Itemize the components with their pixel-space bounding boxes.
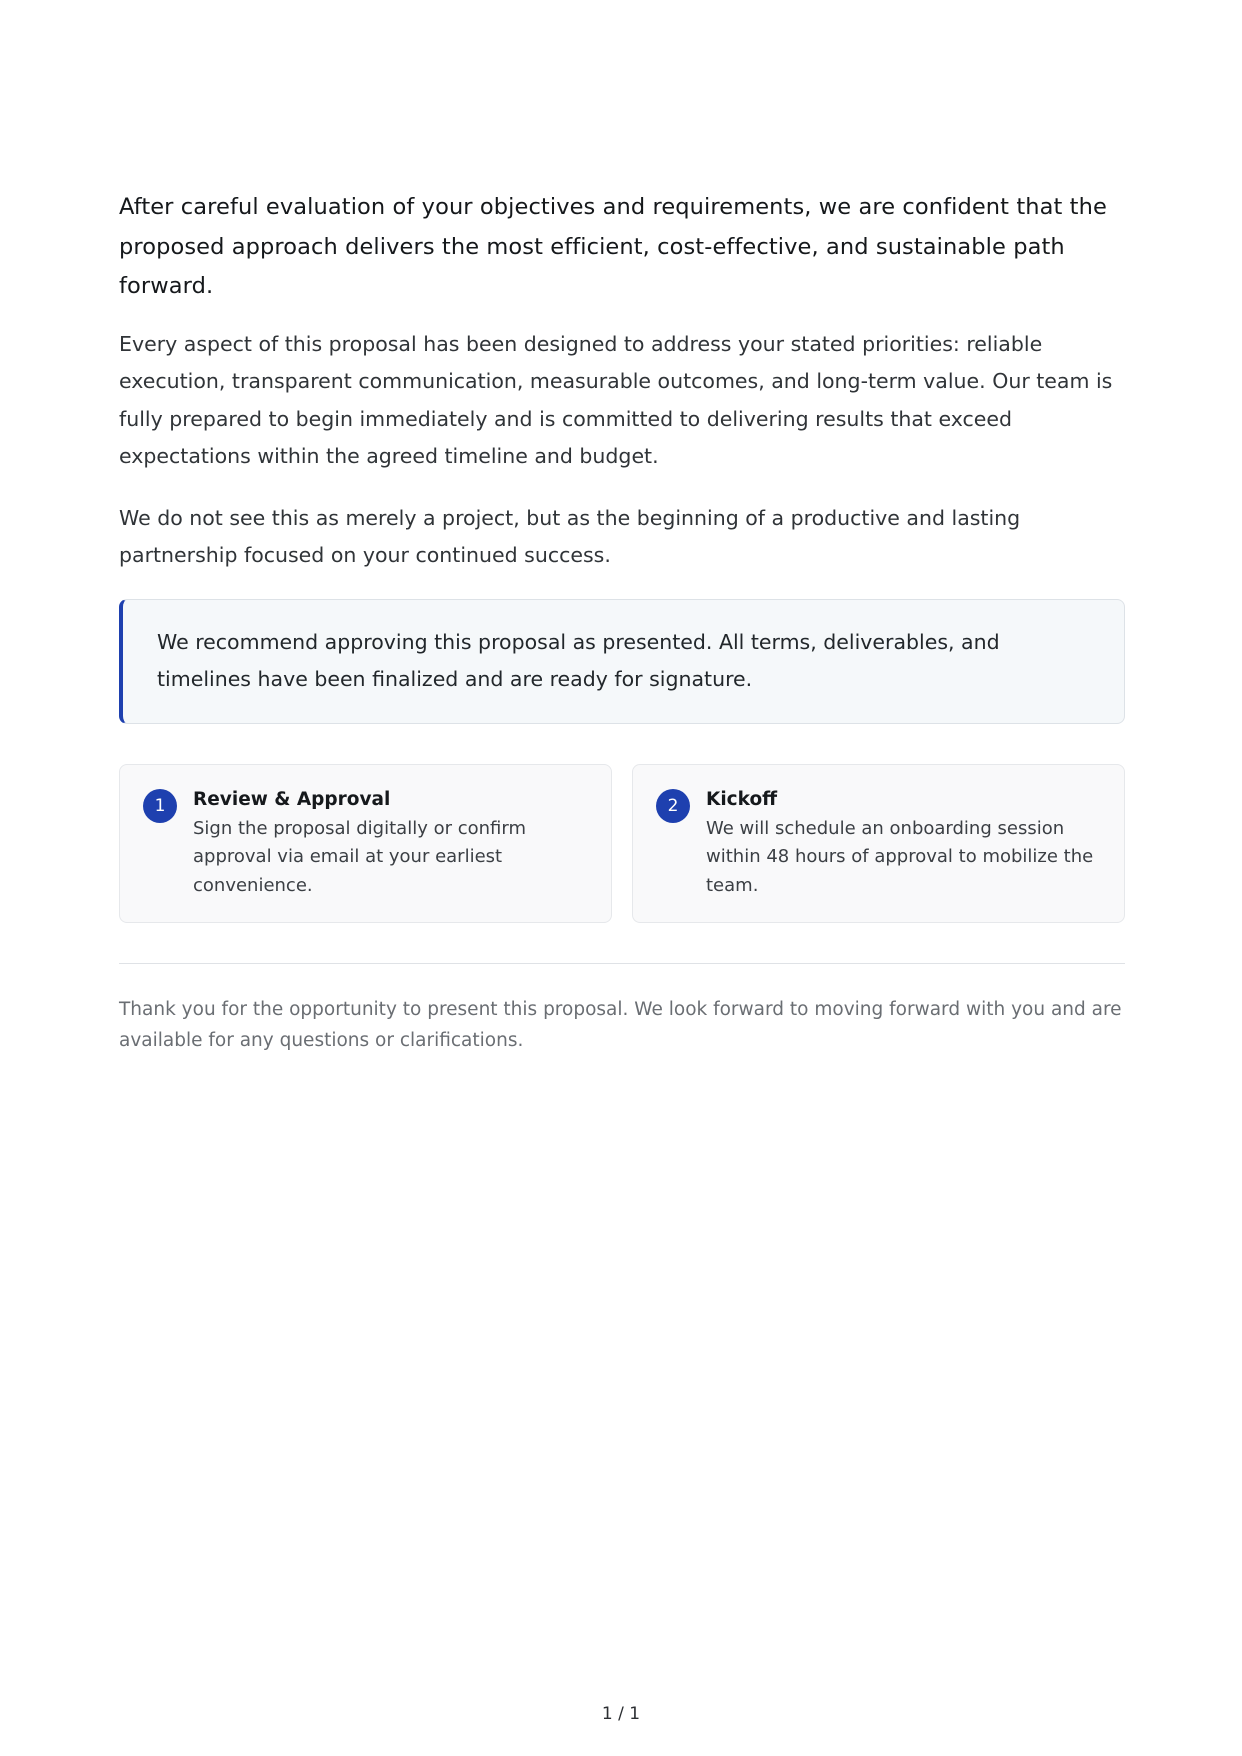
step-card	[119, 764, 612, 924]
next-steps	[119, 764, 1125, 924]
step-description: We will schedule an onboarding session within 48 hours of approval to mobilize the team.	[706, 817, 1094, 896]
step-body	[706, 787, 1102, 901]
recommendation-callout	[119, 599, 1125, 724]
document-body	[119, 188, 1125, 1056]
step-title: Kickoff	[706, 788, 778, 810]
body-paragraph: Every aspect of this proposal has been designed to address your stated priorities: reliable execution, transparent communication, measurable outcomes, and long-term value. Our team is fully prepared to begin immediately and is committed to delivering results that exceed expectations within the agreed timeline and budget.	[119, 331, 1113, 468]
step-number-badge: 2	[656, 789, 690, 823]
step-body	[193, 787, 589, 901]
body-paragraph: We do not see this as merely a project, but as the beginning of a productive and lasting partnership focused on your continued success.	[119, 505, 1021, 567]
page-number: 1 / 1	[601, 1704, 641, 1724]
divider	[119, 963, 1125, 964]
lead-statement: After careful evaluation of your objectives and requirements, we are confident that the proposed approach delivers the most efficient, cost-effective, and sustainable path forward.	[119, 194, 1107, 299]
closing-note: Thank you for the opportunity to present this proposal. We look forward to moving forward with you and are available for any questions or clarifications.	[119, 999, 1122, 1051]
step-title: Review & Approval	[193, 788, 391, 810]
step-number-badge: 1	[143, 789, 177, 823]
step-description: Sign the proposal digitally or confirm approval via email at your earliest convenience.	[193, 817, 526, 896]
callout-text: We recommend approving this proposal as presented. All terms, deliverables, and timelines have been finalized and are ready for signature.	[157, 629, 1000, 691]
step-card	[632, 764, 1125, 924]
